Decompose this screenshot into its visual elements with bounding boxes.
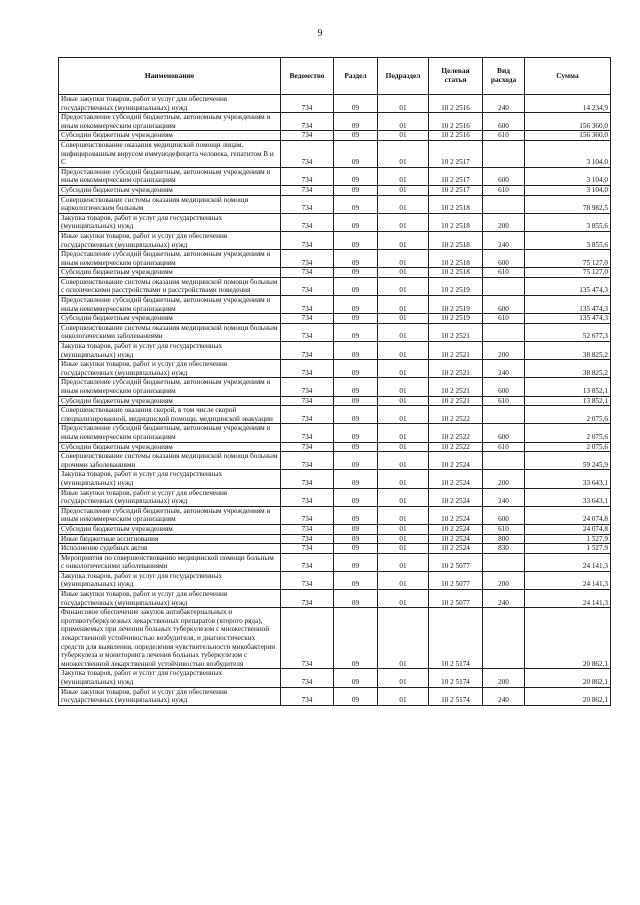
table-row xyxy=(59,442,611,452)
cell-expense-type: 200 xyxy=(483,213,525,231)
cell-department: 734 xyxy=(281,378,334,396)
cell-department: 734 xyxy=(281,314,334,324)
cell-sum: 135 474,3 xyxy=(525,314,611,324)
cell-subsection: 01 xyxy=(378,185,429,195)
cell-expense-type: 200 xyxy=(483,342,525,360)
cell-subsection: 01 xyxy=(378,669,429,687)
cell-sum: 24 074,8 xyxy=(525,524,611,534)
cell-section: 09 xyxy=(334,669,378,687)
cell-subsection: 01 xyxy=(378,231,429,249)
cell-subsection: 01 xyxy=(378,378,429,396)
cell-department: 734 xyxy=(281,140,334,167)
table-header-row xyxy=(59,58,611,95)
table-row xyxy=(59,131,611,141)
table-row xyxy=(59,250,611,268)
cell-expense-type: 610 xyxy=(483,314,525,324)
cell-subsection: 01 xyxy=(378,524,429,534)
cell-subsection: 01 xyxy=(378,342,429,360)
cell-expense-type xyxy=(483,452,525,470)
cell-section: 09 xyxy=(334,470,378,488)
cell-subsection: 01 xyxy=(378,406,429,424)
cell-department: 734 xyxy=(281,452,334,470)
cell-expense-type xyxy=(483,323,525,341)
cell-section: 09 xyxy=(334,553,378,571)
cell-expense-type xyxy=(483,195,525,213)
cell-expense-type: 600 xyxy=(483,296,525,314)
cell-name: Финансовое обеспечение закупок антибактериальных и противотуберкулезных лекарственных препаратов (второго ряда), применяемых при лечении больных туберкулезом с множественной лекарственной устойчивостью возбудителя, и диагностических средств для выявления, определения чувствительности микобактерии туберкулеза и мониторинга лечения больных туберкулезом с множественной лекарственной устойчивостью возбудителя xyxy=(59,608,281,669)
cell-expense-type xyxy=(483,608,525,669)
table-row xyxy=(59,424,611,442)
cell-subsection: 01 xyxy=(378,571,429,589)
cell-department: 734 xyxy=(281,268,334,278)
header-expense-type: Вид расхода xyxy=(483,58,525,95)
cell-target: 10 2 2521 xyxy=(429,378,483,396)
cell-section: 09 xyxy=(334,687,378,705)
cell-expense-type xyxy=(483,406,525,424)
table-row xyxy=(59,553,611,571)
cell-subsection: 01 xyxy=(378,360,429,378)
cell-sum: 135 474,3 xyxy=(525,296,611,314)
cell-section: 09 xyxy=(334,323,378,341)
cell-expense-type: 240 xyxy=(483,360,525,378)
cell-subsection: 01 xyxy=(378,488,429,506)
cell-subsection: 01 xyxy=(378,250,429,268)
table-row xyxy=(59,506,611,524)
cell-expense-type: 600 xyxy=(483,167,525,185)
cell-subsection: 01 xyxy=(378,452,429,470)
cell-subsection: 01 xyxy=(378,131,429,141)
cell-sum: 20 862,1 xyxy=(525,608,611,669)
cell-name: Предоставление субсидий бюджетным, автономным учреждениям и иным некоммерческим организациям xyxy=(59,113,281,131)
table-row xyxy=(59,544,611,554)
cell-target: 10 2 2519 xyxy=(429,296,483,314)
cell-target: 10 2 2517 xyxy=(429,167,483,185)
cell-sum: 13 852,1 xyxy=(525,378,611,396)
table-row xyxy=(59,231,611,249)
cell-sum: 3 104,0 xyxy=(525,185,611,195)
cell-target: 10 2 2519 xyxy=(429,277,483,295)
cell-department: 734 xyxy=(281,167,334,185)
cell-subsection: 01 xyxy=(378,442,429,452)
table-row xyxy=(59,296,611,314)
table-body xyxy=(59,95,611,706)
cell-target: 10 2 2518 xyxy=(429,195,483,213)
cell-target: 10 2 2516 xyxy=(429,95,483,113)
cell-expense-type: 240 xyxy=(483,687,525,705)
table-row xyxy=(59,378,611,396)
cell-name: Предоставление субсидий бюджетным, автономным учреждениям и иным некоммерческим организациям xyxy=(59,296,281,314)
cell-expense-type: 240 xyxy=(483,488,525,506)
cell-department: 734 xyxy=(281,687,334,705)
cell-department: 734 xyxy=(281,277,334,295)
cell-target: 10 2 2517 xyxy=(429,140,483,167)
cell-department: 734 xyxy=(281,396,334,406)
cell-department: 734 xyxy=(281,442,334,452)
cell-section: 09 xyxy=(334,590,378,608)
table-row xyxy=(59,277,611,295)
cell-section: 09 xyxy=(334,488,378,506)
budget-table xyxy=(58,57,611,706)
cell-name: Иные закупки товаров, работ и услуг для обеспечения государственных (муниципальных) нужд xyxy=(59,231,281,249)
cell-subsection: 01 xyxy=(378,213,429,231)
cell-expense-type: 200 xyxy=(483,669,525,687)
cell-subsection: 01 xyxy=(378,534,429,544)
cell-sum: 2 075,6 xyxy=(525,442,611,452)
cell-subsection: 01 xyxy=(378,590,429,608)
cell-target: 10 2 2522 xyxy=(429,442,483,452)
table-row xyxy=(59,590,611,608)
cell-expense-type: 610 xyxy=(483,185,525,195)
cell-department: 734 xyxy=(281,553,334,571)
cell-target: 10 2 2524 xyxy=(429,470,483,488)
cell-target: 10 2 2521 xyxy=(429,396,483,406)
cell-subsection: 01 xyxy=(378,608,429,669)
cell-sum: 1 527,9 xyxy=(525,534,611,544)
cell-name: Предоставление субсидий бюджетным, автономным учреждениям и иным некоммерческим организациям xyxy=(59,424,281,442)
table-row xyxy=(59,608,611,669)
cell-department: 734 xyxy=(281,113,334,131)
cell-department: 734 xyxy=(281,590,334,608)
cell-department: 734 xyxy=(281,608,334,669)
cell-department: 734 xyxy=(281,195,334,213)
cell-section: 09 xyxy=(334,185,378,195)
cell-name: Закупка товаров, работ и услуг для государственных (муниципальных) нужд xyxy=(59,213,281,231)
cell-name: Предоставление субсидий бюджетным, автономным учреждениям и иным некоммерческим организациям xyxy=(59,250,281,268)
cell-target: 10 2 2524 xyxy=(429,506,483,524)
cell-subsection: 01 xyxy=(378,544,429,554)
cell-department: 734 xyxy=(281,534,334,544)
cell-section: 09 xyxy=(334,277,378,295)
cell-section: 09 xyxy=(334,314,378,324)
cell-name: Закупка товаров, работ и услуг для государственных (муниципальных) нужд xyxy=(59,470,281,488)
cell-name: Субсидии бюджетным учреждениям xyxy=(59,396,281,406)
cell-department: 734 xyxy=(281,231,334,249)
table-row xyxy=(59,113,611,131)
table-row xyxy=(59,687,611,705)
cell-sum: 33 643,1 xyxy=(525,470,611,488)
cell-target: 10 2 2524 xyxy=(429,524,483,534)
cell-section: 09 xyxy=(334,506,378,524)
cell-section: 09 xyxy=(334,360,378,378)
cell-name: Субсидии бюджетным учреждениям xyxy=(59,524,281,534)
cell-target: 10 2 5077 xyxy=(429,571,483,589)
cell-name: Иные закупки товаров, работ и услуг для обеспечения государственных (муниципальных) нужд xyxy=(59,95,281,113)
cell-section: 09 xyxy=(334,571,378,589)
cell-expense-type: 600 xyxy=(483,378,525,396)
cell-expense-type: 240 xyxy=(483,590,525,608)
cell-section: 09 xyxy=(334,342,378,360)
cell-name: Совершенствование системы оказания медицинской помощи больным с психическими расстройствами и расстройствами поведения xyxy=(59,277,281,295)
cell-department: 734 xyxy=(281,571,334,589)
cell-subsection: 01 xyxy=(378,553,429,571)
cell-name: Субсидии бюджетным учреждениям xyxy=(59,131,281,141)
cell-expense-type: 600 xyxy=(483,113,525,131)
cell-sum: 135 474,3 xyxy=(525,277,611,295)
cell-section: 09 xyxy=(334,268,378,278)
table-row xyxy=(59,360,611,378)
page-number: 9 xyxy=(317,28,323,39)
cell-subsection: 01 xyxy=(378,506,429,524)
cell-name: Закупка товаров, работ и услуг для государственных (муниципальных) нужд xyxy=(59,571,281,589)
cell-expense-type: 800 xyxy=(483,534,525,544)
cell-expense-type: 600 xyxy=(483,250,525,268)
table-row xyxy=(59,396,611,406)
cell-expense-type xyxy=(483,277,525,295)
cell-department: 734 xyxy=(281,213,334,231)
cell-section: 09 xyxy=(334,544,378,554)
cell-expense-type: 240 xyxy=(483,231,525,249)
cell-expense-type: 610 xyxy=(483,131,525,141)
cell-sum: 3 855,6 xyxy=(525,231,611,249)
cell-department: 734 xyxy=(281,406,334,424)
cell-section: 09 xyxy=(334,534,378,544)
cell-sum: 2 075,6 xyxy=(525,406,611,424)
cell-target: 10 2 2517 xyxy=(429,185,483,195)
cell-expense-type: 830 xyxy=(483,544,525,554)
cell-department: 734 xyxy=(281,95,334,113)
cell-target: 10 2 5174 xyxy=(429,669,483,687)
table-row xyxy=(59,268,611,278)
cell-sum: 24 074,8 xyxy=(525,506,611,524)
cell-section: 09 xyxy=(334,231,378,249)
cell-expense-type: 610 xyxy=(483,524,525,534)
cell-subsection: 01 xyxy=(378,470,429,488)
table-row xyxy=(59,406,611,424)
cell-department: 734 xyxy=(281,323,334,341)
cell-sum: 3 104,0 xyxy=(525,167,611,185)
cell-department: 734 xyxy=(281,488,334,506)
cell-subsection: 01 xyxy=(378,113,429,131)
cell-section: 09 xyxy=(334,95,378,113)
table-row xyxy=(59,314,611,324)
cell-sum: 33 643,1 xyxy=(525,488,611,506)
cell-target: 10 2 2524 xyxy=(429,488,483,506)
cell-sum: 75 127,0 xyxy=(525,268,611,278)
table-row xyxy=(59,213,611,231)
cell-subsection: 01 xyxy=(378,95,429,113)
cell-department: 734 xyxy=(281,506,334,524)
cell-target: 10 2 2521 xyxy=(429,342,483,360)
cell-department: 734 xyxy=(281,296,334,314)
cell-sum: 78 982,5 xyxy=(525,195,611,213)
cell-target: 10 2 2516 xyxy=(429,131,483,141)
table-row xyxy=(59,534,611,544)
cell-subsection: 01 xyxy=(378,140,429,167)
table-row xyxy=(59,167,611,185)
cell-name: Иные бюджетные ассигнования xyxy=(59,534,281,544)
cell-name: Иные закупки товаров, работ и услуг для обеспечения государственных (муниципальных) нужд xyxy=(59,687,281,705)
cell-section: 09 xyxy=(334,113,378,131)
cell-section: 09 xyxy=(334,406,378,424)
cell-name: Исполнение судебных актов xyxy=(59,544,281,554)
cell-expense-type: 600 xyxy=(483,424,525,442)
cell-target: 10 2 2518 xyxy=(429,213,483,231)
cell-section: 09 xyxy=(334,608,378,669)
cell-sum: 38 825,2 xyxy=(525,342,611,360)
cell-department: 734 xyxy=(281,524,334,534)
cell-department: 734 xyxy=(281,669,334,687)
cell-sum: 20 862,1 xyxy=(525,687,611,705)
cell-section: 09 xyxy=(334,424,378,442)
cell-department: 734 xyxy=(281,544,334,554)
cell-department: 734 xyxy=(281,131,334,141)
header-section: Раздел xyxy=(334,58,378,95)
cell-target: 10 2 2518 xyxy=(429,268,483,278)
cell-sum: 2 075,6 xyxy=(525,424,611,442)
cell-name: Совершенствование системы оказания медицинской помощи больным онкологическими заболеваниями xyxy=(59,323,281,341)
cell-name: Совершенствование оказания скорой, в том числе скорой специализированной, медицинской помощи, медицинской эвакуации xyxy=(59,406,281,424)
cell-subsection: 01 xyxy=(378,687,429,705)
cell-sum: 24 141,3 xyxy=(525,571,611,589)
cell-name: Закупка товаров, работ и услуг для государственных (муниципальных) нужд xyxy=(59,669,281,687)
cell-section: 09 xyxy=(334,213,378,231)
cell-expense-type: 200 xyxy=(483,470,525,488)
cell-sum: 24 141,3 xyxy=(525,553,611,571)
cell-subsection: 01 xyxy=(378,424,429,442)
cell-name: Совершенствование оказания медицинской помощи лицам, инфицированным вирусом иммунодефицита человека, гепатитом В и С xyxy=(59,140,281,167)
cell-expense-type: 610 xyxy=(483,268,525,278)
cell-name: Субсидии бюджетным учреждениям xyxy=(59,185,281,195)
cell-section: 09 xyxy=(334,378,378,396)
cell-section: 09 xyxy=(334,131,378,141)
cell-section: 09 xyxy=(334,442,378,452)
table-row xyxy=(59,470,611,488)
cell-section: 09 xyxy=(334,167,378,185)
table-row xyxy=(59,323,611,341)
cell-sum: 52 677,3 xyxy=(525,323,611,341)
cell-target: 10 2 2518 xyxy=(429,231,483,249)
table-row xyxy=(59,571,611,589)
cell-name: Совершенствование системы оказания медицинской помощи наркологическим больным xyxy=(59,195,281,213)
header-sum: Сумма xyxy=(525,58,611,95)
cell-subsection: 01 xyxy=(378,268,429,278)
header-department: Ведомство xyxy=(281,58,334,95)
cell-target: 10 2 2524 xyxy=(429,534,483,544)
cell-target: 10 2 2518 xyxy=(429,250,483,268)
table-row xyxy=(59,140,611,167)
cell-name: Субсидии бюджетным учреждениям xyxy=(59,268,281,278)
cell-sum: 1 527,9 xyxy=(525,544,611,554)
cell-expense-type xyxy=(483,140,525,167)
cell-section: 09 xyxy=(334,296,378,314)
cell-expense-type: 200 xyxy=(483,571,525,589)
table-row xyxy=(59,452,611,470)
cell-name: Субсидии бюджетным учреждениям xyxy=(59,442,281,452)
cell-department: 734 xyxy=(281,470,334,488)
table-row xyxy=(59,524,611,534)
header-subsection: Подраздел xyxy=(378,58,429,95)
cell-subsection: 01 xyxy=(378,323,429,341)
cell-target: 10 2 2516 xyxy=(429,113,483,131)
header-target: Целевая статья xyxy=(429,58,483,95)
cell-expense-type: 240 xyxy=(483,95,525,113)
cell-sum: 38 825,2 xyxy=(525,360,611,378)
cell-subsection: 01 xyxy=(378,167,429,185)
cell-section: 09 xyxy=(334,452,378,470)
cell-name: Закупка товаров, работ и услуг для государственных (муниципальных) нужд xyxy=(59,342,281,360)
table-row xyxy=(59,185,611,195)
table-row xyxy=(59,669,611,687)
cell-target: 10 2 2519 xyxy=(429,314,483,324)
table-row xyxy=(59,195,611,213)
cell-sum: 24 141,3 xyxy=(525,590,611,608)
cell-target: 10 2 5174 xyxy=(429,687,483,705)
table-row xyxy=(59,342,611,360)
cell-sum: 75 127,0 xyxy=(525,250,611,268)
cell-sum: 59 245,9 xyxy=(525,452,611,470)
cell-section: 09 xyxy=(334,140,378,167)
table-row xyxy=(59,95,611,113)
cell-department: 734 xyxy=(281,342,334,360)
cell-name: Субсидии бюджетным учреждениям xyxy=(59,314,281,324)
cell-section: 09 xyxy=(334,250,378,268)
cell-sum: 3 104,0 xyxy=(525,140,611,167)
cell-sum: 156 360,0 xyxy=(525,113,611,131)
cell-target: 10 2 5077 xyxy=(429,553,483,571)
cell-department: 734 xyxy=(281,360,334,378)
cell-section: 09 xyxy=(334,195,378,213)
cell-subsection: 01 xyxy=(378,314,429,324)
cell-target: 10 2 2521 xyxy=(429,360,483,378)
header-name: Наименование xyxy=(59,58,281,95)
cell-department: 734 xyxy=(281,185,334,195)
cell-target: 10 2 2524 xyxy=(429,544,483,554)
cell-name: Иные закупки товаров, работ и услуг для обеспечения государственных (муниципальных) нужд xyxy=(59,590,281,608)
cell-name: Совершенствование системы оказания медицинской помощи больным прочими заболеваниями xyxy=(59,452,281,470)
cell-name: Иные закупки товаров, работ и услуг для обеспечения государственных (муниципальных) нужд xyxy=(59,360,281,378)
table-row xyxy=(59,488,611,506)
cell-name: Предоставление субсидий бюджетным, автономным учреждениям и иным некоммерческим организациям xyxy=(59,167,281,185)
cell-target: 10 2 2524 xyxy=(429,452,483,470)
cell-subsection: 01 xyxy=(378,277,429,295)
cell-department: 734 xyxy=(281,424,334,442)
cell-sum: 20 862,1 xyxy=(525,669,611,687)
cell-expense-type: 610 xyxy=(483,396,525,406)
cell-target: 10 2 2522 xyxy=(429,406,483,424)
cell-expense-type: 610 xyxy=(483,442,525,452)
cell-target: 10 2 2521 xyxy=(429,323,483,341)
cell-name: Мероприятия по совершенствованию медицинской помощи больным с онкологическими заболеваниями xyxy=(59,553,281,571)
cell-target: 10 2 5174 xyxy=(429,608,483,669)
cell-subsection: 01 xyxy=(378,195,429,213)
cell-section: 09 xyxy=(334,396,378,406)
cell-target: 10 2 2522 xyxy=(429,424,483,442)
cell-department: 734 xyxy=(281,250,334,268)
cell-sum: 13 852,1 xyxy=(525,396,611,406)
cell-expense-type: 600 xyxy=(483,506,525,524)
cell-section: 09 xyxy=(334,524,378,534)
cell-target: 10 2 5077 xyxy=(429,590,483,608)
cell-subsection: 01 xyxy=(378,296,429,314)
cell-expense-type xyxy=(483,553,525,571)
cell-name: Иные закупки товаров, работ и услуг для обеспечения государственных (муниципальных) нужд xyxy=(59,488,281,506)
cell-subsection: 01 xyxy=(378,396,429,406)
cell-sum: 156 360,0 xyxy=(525,131,611,141)
cell-name: Предоставление субсидий бюджетным, автономным учреждениям и иным некоммерческим организациям xyxy=(59,378,281,396)
cell-sum: 3 855,6 xyxy=(525,213,611,231)
cell-sum: 14 234,9 xyxy=(525,95,611,113)
cell-name: Предоставление субсидий бюджетным, автономным учреждениям и иным некоммерческим организациям xyxy=(59,506,281,524)
